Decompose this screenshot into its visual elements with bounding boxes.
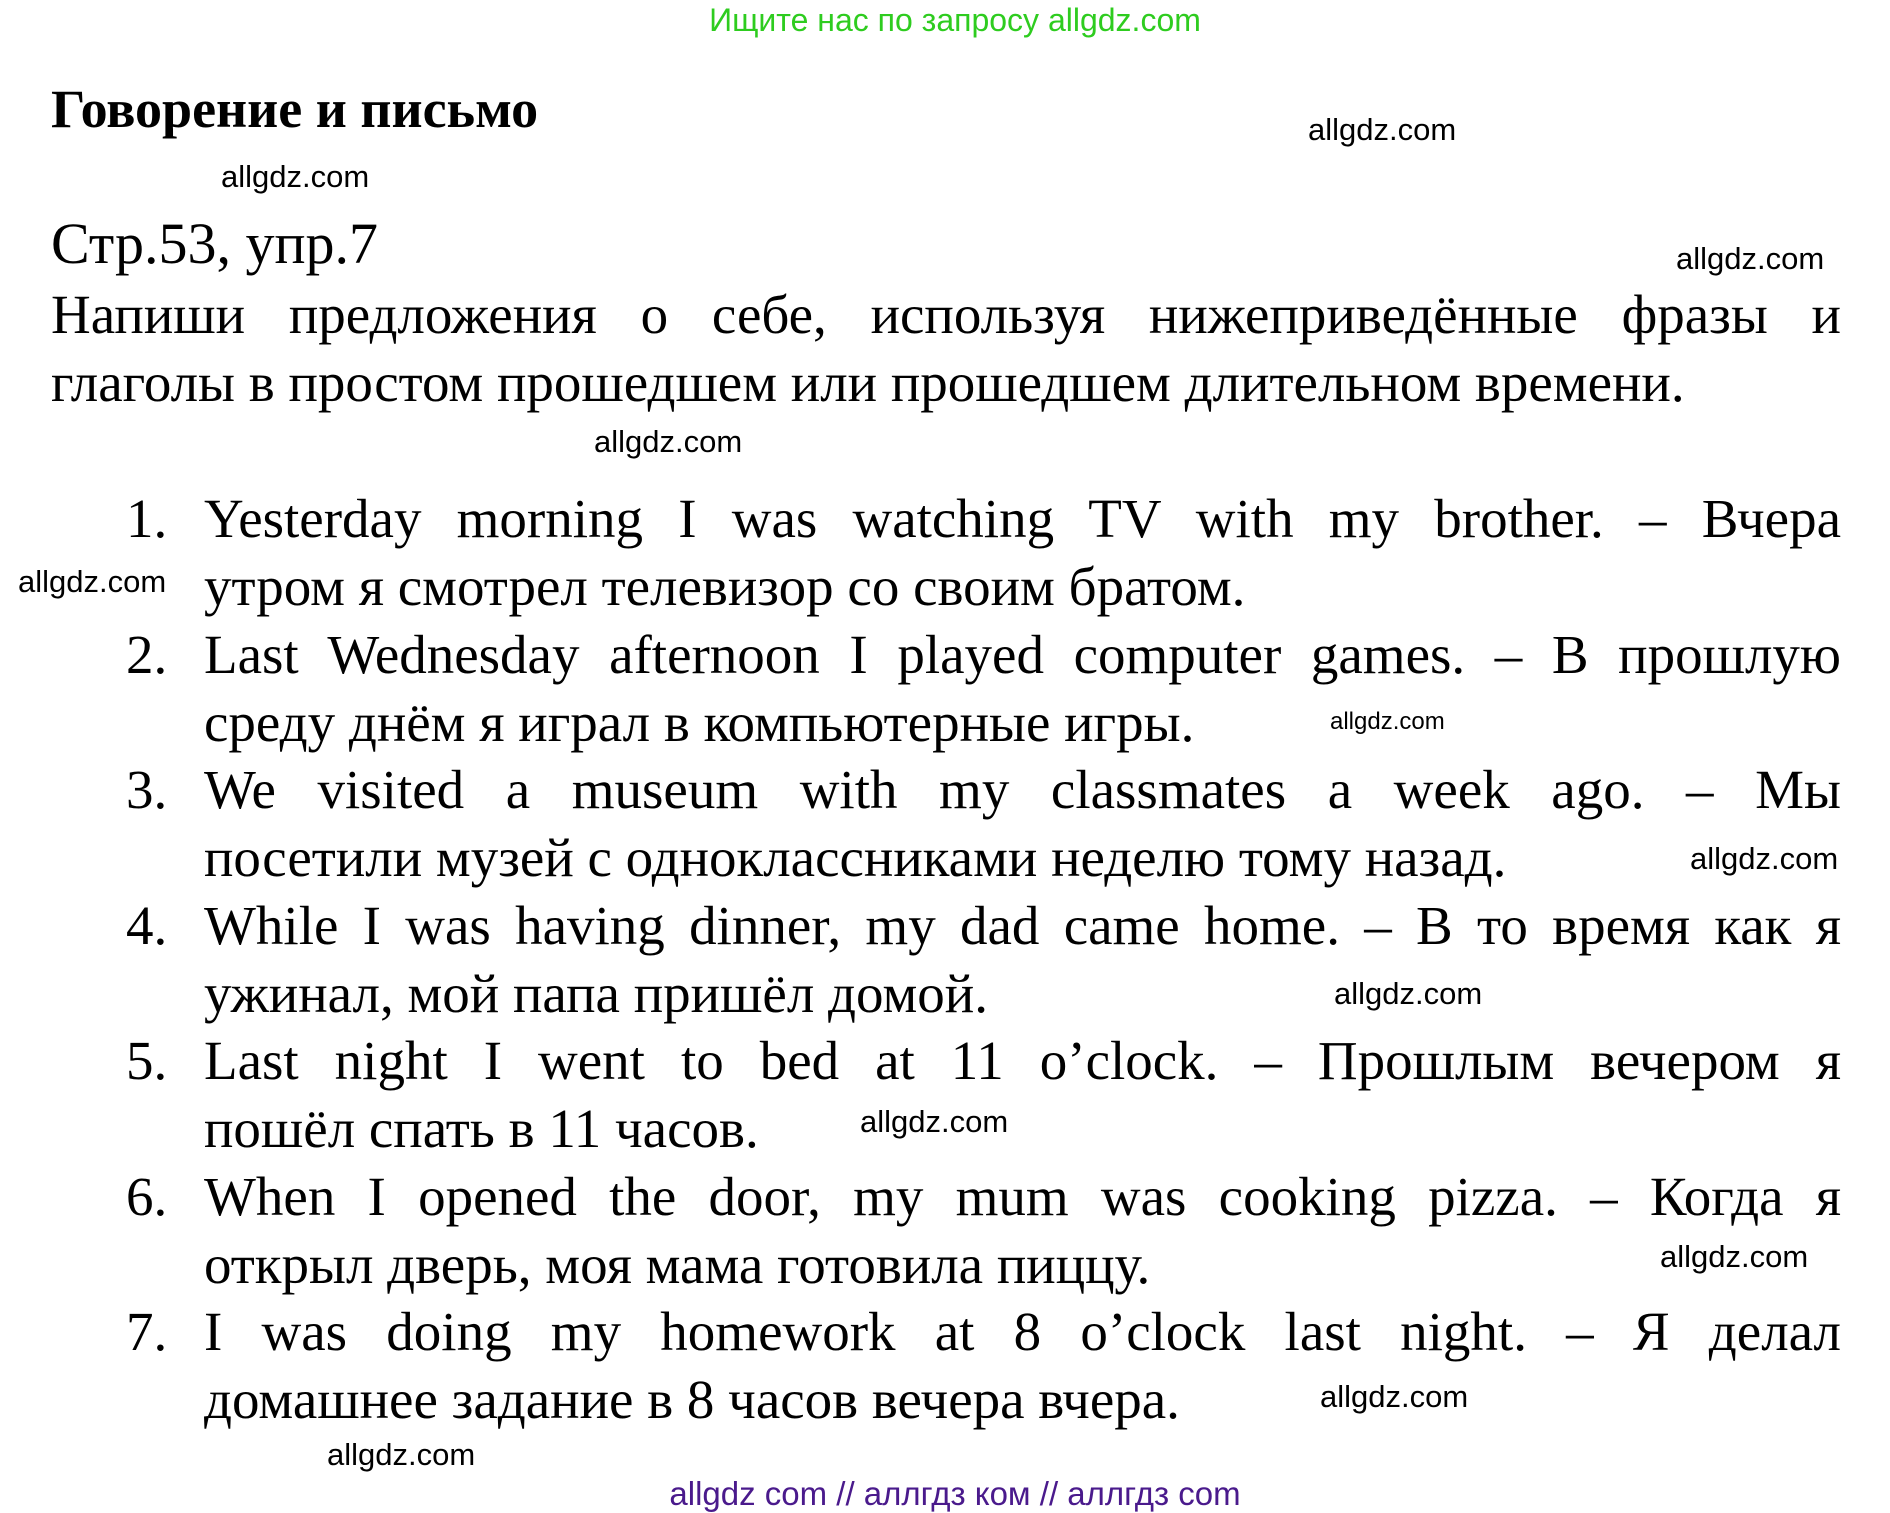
watermark: allgdz.com xyxy=(1330,708,1445,735)
watermark: allgdz.com xyxy=(1660,1239,1809,1274)
watermark: allgdz.com xyxy=(1690,841,1839,876)
item-line-2: домашнее задание в 8 часов вечера вчера. xyxy=(204,1369,1180,1430)
item-number: 4. xyxy=(126,894,168,956)
footer-links[interactable]: allgdz com // аллгдз ком // аллгдз com xyxy=(669,1475,1241,1512)
top-promo-link[interactable]: Ищите нас по запросу allgdz.com xyxy=(709,2,1201,38)
item-number: 5. xyxy=(126,1030,168,1091)
item-number: 7. xyxy=(126,1301,168,1362)
item-number: 2. xyxy=(126,623,168,685)
item-line-1: While I was having dinner, my dad came home. – В то время как я xyxy=(204,894,1841,956)
instruction-line-2: глаголы в простом прошедшем или прошедшем длительном времени. xyxy=(51,352,1685,413)
instruction-line-1: Напиши предложения о себе, используя нижеприведённые фразы и xyxy=(51,284,1841,345)
exercise-reference: Стр.53, упр.7 xyxy=(51,211,379,276)
item-number: 6. xyxy=(126,1165,168,1227)
item-line-2: открыл дверь, моя мама готовила пиццу. xyxy=(204,1233,1151,1295)
item-line-1: I was doing my homework at 8 o’clock last night. – Я делал xyxy=(204,1301,1841,1362)
watermark: allgdz.com xyxy=(1320,1379,1469,1414)
item-line-1: Last Wednesday afternoon I played computer games. – В прошлую xyxy=(204,623,1841,685)
item-line-2: пошёл спать в 11 часов. xyxy=(204,1098,759,1159)
item-line-1: We visited a museum with my classmates a week ago. – Мы xyxy=(204,759,1841,820)
section-title: Говорение и письмо xyxy=(51,79,539,139)
item-line-2: среду днём я играл в компьютерные игры. xyxy=(204,691,1195,753)
item-number: 1. xyxy=(126,488,168,549)
item-line-2: утром я смотрел телевизор со своим братом. xyxy=(204,556,1246,617)
watermark: allgdz.com xyxy=(221,159,370,194)
watermark: allgdz.com xyxy=(18,564,167,599)
item-line-1: Last night I went to bed at 11 o’clock. – Прошлым вечером я xyxy=(204,1030,1841,1091)
watermark: allgdz.com xyxy=(327,1437,476,1472)
item-line-1: Yesterday morning I was watching TV with my brother. – Вчера xyxy=(204,488,1841,549)
watermark: allgdz.com xyxy=(594,424,743,459)
item-number: 3. xyxy=(126,759,168,820)
item-line-2: ужинал, мой папа пришёл домой. xyxy=(204,962,988,1024)
watermark: allgdz.com xyxy=(1676,241,1825,276)
watermark: allgdz.com xyxy=(860,1104,1009,1139)
watermark: allgdz.com xyxy=(1308,112,1457,147)
watermark: allgdz.com xyxy=(1334,976,1483,1011)
item-line-2: посетили музей с одноклассниками неделю тому назад. xyxy=(204,827,1507,888)
item-line-1: When I opened the door, my mum was cooking pizza. – Когда я xyxy=(204,1165,1841,1227)
